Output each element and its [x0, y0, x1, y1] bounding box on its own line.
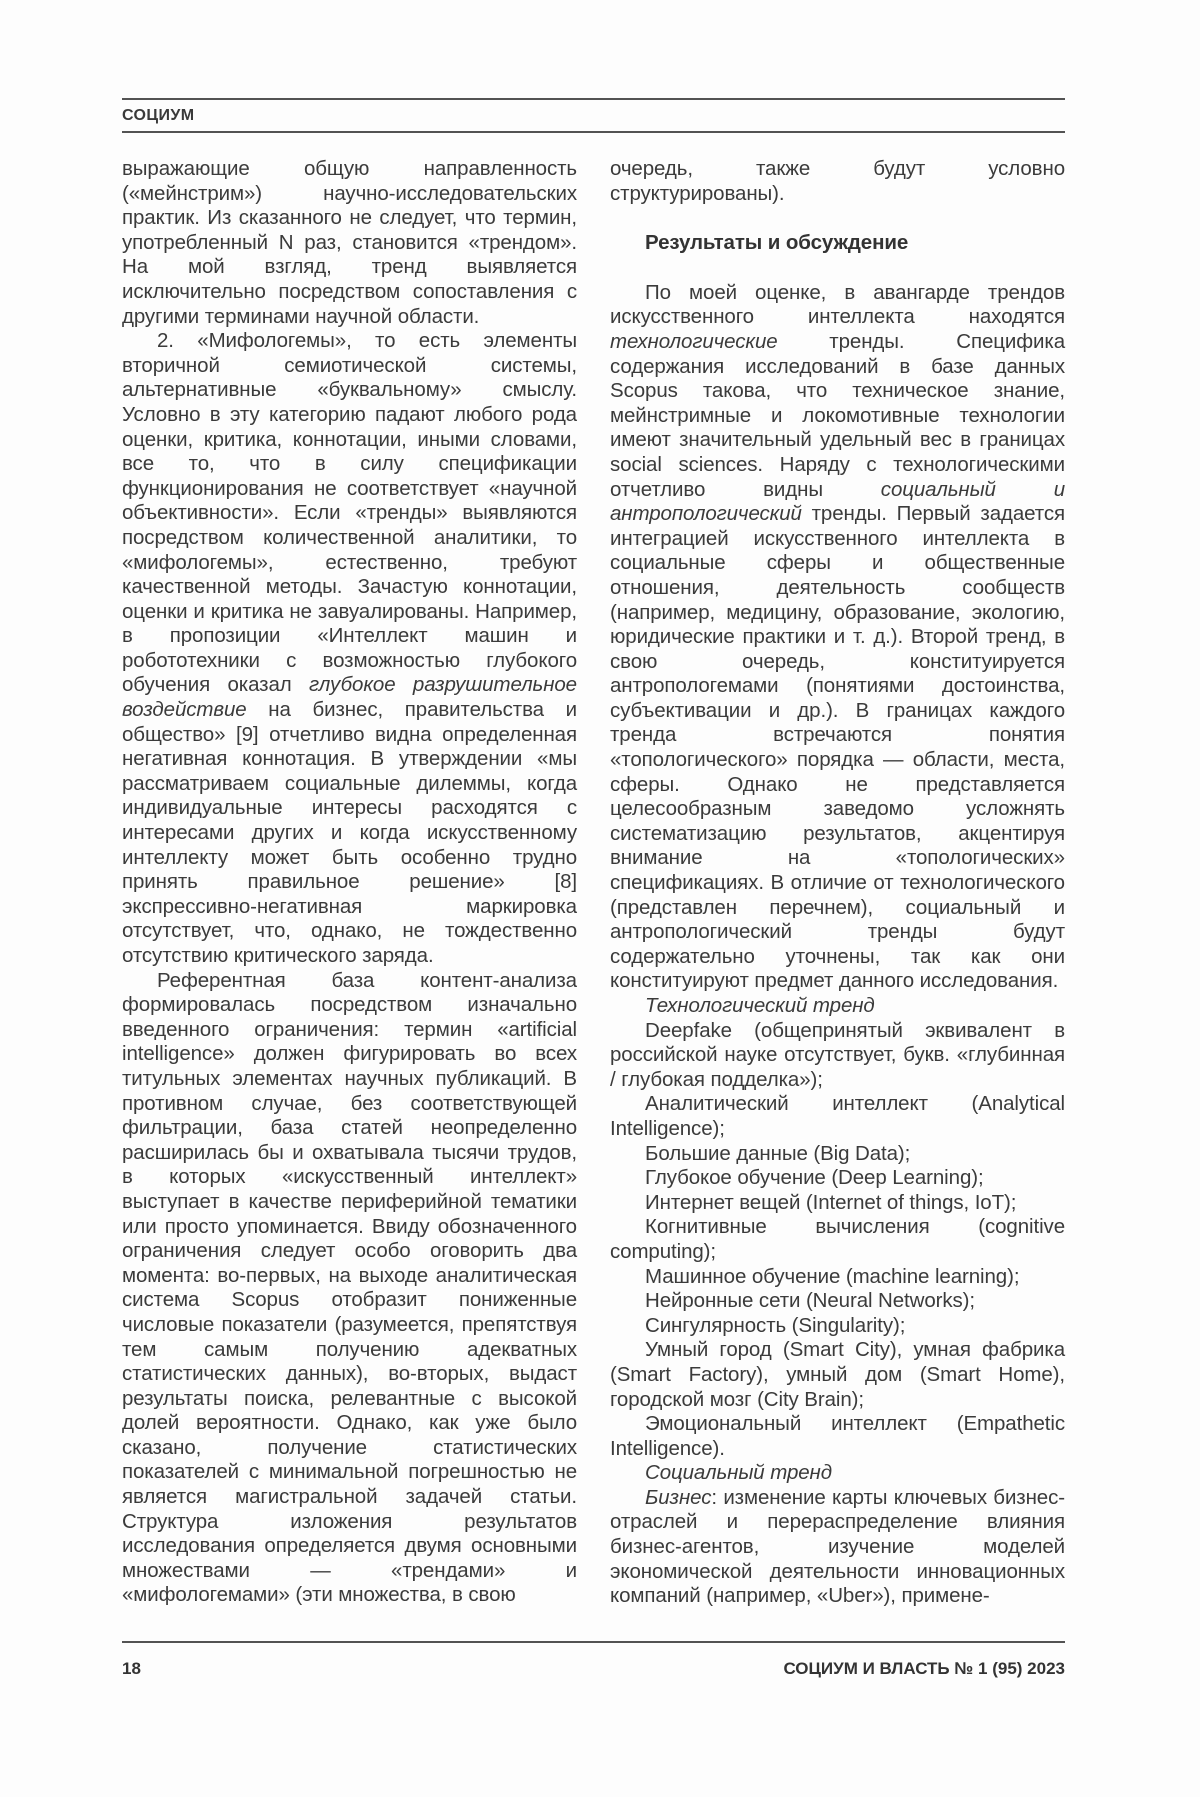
paragraph	[122, 329, 577, 968]
emphasized-text: глубокое разрушительное воздействие	[122, 673, 577, 722]
text-run: очередь, также будут условно структурированы).	[610, 157, 1065, 205]
text-run: Сингулярность (Singularity);	[645, 1313, 906, 1337]
paragraph	[610, 281, 1065, 994]
paragraph	[610, 1412, 1065, 1461]
emphasized-text: Технологический тренд	[645, 994, 875, 1017]
text-run: : изменение карты ключевых бизнес-отраслей и перераспределение влияния бизнес-агентов, изучение моделей экономической деятельности инновационных компаний (например, «Uber»), примене-	[610, 1485, 1065, 1608]
text-run: Умный город (Smart City), умная фабрика (Smart Factory), умный дом (Smart Home), городской мозг (City Brain);	[610, 1338, 1065, 1411]
text-run: Deepfake (общепринятый эквивалент в российской науке отсутствует, букв. «глубинная / глубокая подделка»);	[610, 1018, 1065, 1091]
paragraph	[610, 1461, 1065, 1486]
paragraph	[122, 157, 577, 329]
text-run: Машинное обучение (machine learning);	[645, 1264, 1020, 1288]
text-run: Референтная база контент-анализа формировалась посредством изначально введенного ограничения: термин «artificial intelligence» должен фигурировать во всех титульных элементах научных публикаций. В противном случае, без соответствующей фильтрации, база статей неопределенно расширилась бы и охватывала тысячи трудов, в которых «искусственный интеллект» выступает в качестве периферийной тематики или просто упоминается. Ввиду обозначенного ограничения следует особо оговорить два момента: во-первых, на выходе аналитическая система Scopus отобразит пониженные числовые показатели (разумеется, препятствуя тем самым получению адекватных статистических данных), во-вторых, выдаст результаты поиска, релевантные с высокой долей вероятности. Однако, как уже было сказано, получение статистических показателей с минимальной погрешностью не является магистральной задачей статьи. Структура изложения результатов исследования определяется двумя основными множествами — «трендами» и «мифологемами» (эти множества, в свою	[122, 968, 577, 1607]
text-run: Нейронные сети (Neural Networks);	[645, 1289, 976, 1313]
article-body	[122, 157, 1065, 1609]
paragraph	[610, 1019, 1065, 1093]
emphasized-text: Социальный тренд	[645, 1461, 832, 1485]
section-heading	[610, 231, 1065, 256]
text-run: выражающие общую направленность («мейнстрим») научно-исследовательских практик. Из сказанного не следует, что термин, употребленный N раз, становится «трендом». На мой взгляд, тренд выявляется исключительно посредством сопоставления с другими терминами научной области.	[122, 157, 577, 328]
paragraph	[610, 1265, 1065, 1290]
text-run: Результаты и обсуждение	[645, 231, 909, 255]
text-run: тренды. Специфика содержания исследований в базе данных Scopus такова, что техническое знание, мейнстримные и локомотивные технологии имеют значительный удельный вес в границах social sciences. Наряду с технологическими отчетливо видны	[610, 329, 1065, 501]
text-run: на бизнес, правительства и общество» [9] отчетливо видна определенная негативная коннотация. В утверждении «мы рассматриваем социальные дилеммы, когда индивидуальные интересы расходятся с интересами других и когда искусственному интеллекту может быть особенно трудно принять правильное решение» [8] экспрессивно-негативная маркировка отсутствует, что, однако, не тождественно отсутствию критического заряда.	[122, 698, 577, 967]
text-run: Интернет вещей (Internet of things, IoT);	[645, 1190, 1017, 1214]
paragraph	[610, 994, 1065, 1019]
emphasized-text: технологические	[610, 329, 778, 353]
text-run: 2. «Мифологемы», то есть элементы вторичной семиотической системы, альтернативные «буквальному» смыслу. Условно в эту категорию падают любого рода оценки, критика, коннотации, иными словами, все то, что в силу спецификации функционирования не соответствует «научной объективности». Если «тренды» выявляются посредством количественной аналитики, то «мифологемы», естественно, требуют качественной методы. Зачастую коннотации, оценки и критика не завуалированы. Например, в пропозиции «Интеллект машин и робототехники с возможностью глубокого обучения оказал	[122, 329, 577, 697]
running-head-section-label: СОЦИУМ	[122, 107, 195, 124]
paragraph	[610, 1314, 1065, 1339]
text-run: Большие данные (Big Data);	[645, 1141, 911, 1165]
text-run: Эмоциональный интеллект (Empathetic Intelligence).	[610, 1412, 1065, 1460]
paragraph	[610, 1289, 1065, 1314]
page-footer	[122, 1659, 1065, 1679]
paragraph	[610, 1215, 1065, 1264]
text-run: Глубокое обучение (Deep Learning);	[645, 1166, 984, 1190]
text-run: Аналитический интеллект (Analytical Intelligence);	[610, 1092, 1065, 1140]
right-column	[610, 157, 1065, 1609]
paragraph	[610, 1191, 1065, 1216]
left-column	[122, 157, 577, 1609]
journal-title: СОЦИУМ И ВЛАСТЬ № 1 (95) 2023	[783, 1659, 1065, 1678]
page-number: 18	[122, 1659, 141, 1678]
paragraph	[610, 157, 1065, 206]
paragraph	[610, 1166, 1065, 1191]
paragraph	[610, 1486, 1065, 1609]
paragraph	[122, 969, 577, 1608]
text-run: Когнитивные вычисления (cognitive computing);	[610, 1215, 1065, 1263]
emphasized-text: социальный и антропологический	[610, 477, 1065, 526]
page-header	[122, 98, 1065, 133]
footer-rule	[122, 1641, 1065, 1643]
text-run: тренды. Первый задается интеграцией искусственного интеллекта в социальные сферы и общественные отношения, деятельность сообществ (например, медицину, образование, экологию, юридические практики и т. д.). Второй тренд, в свою очередь, конституируется антропологемами (понятиями достоинства, субъективации и др.). В границах каждого тренда встречаются понятия «топологического» порядка — области, места, сферы. Однако не представляется целесообразным заведомо усложнять систематизацию результатов, акцентируя внимание на «топологических» спецификациях. В отличие от технологического (представлен перечнем), социальный и антропологический тренды будут содержательно уточнены, так как они конституируют предмет данного исследования.	[610, 502, 1065, 993]
text-run: По моей оценке, в авангарде трендов искусственного интеллекта находятся	[610, 280, 1065, 329]
paragraph	[610, 1092, 1065, 1141]
paragraph	[610, 1338, 1065, 1412]
emphasized-text: Бизнес	[645, 1485, 712, 1509]
paragraph	[610, 1142, 1065, 1167]
